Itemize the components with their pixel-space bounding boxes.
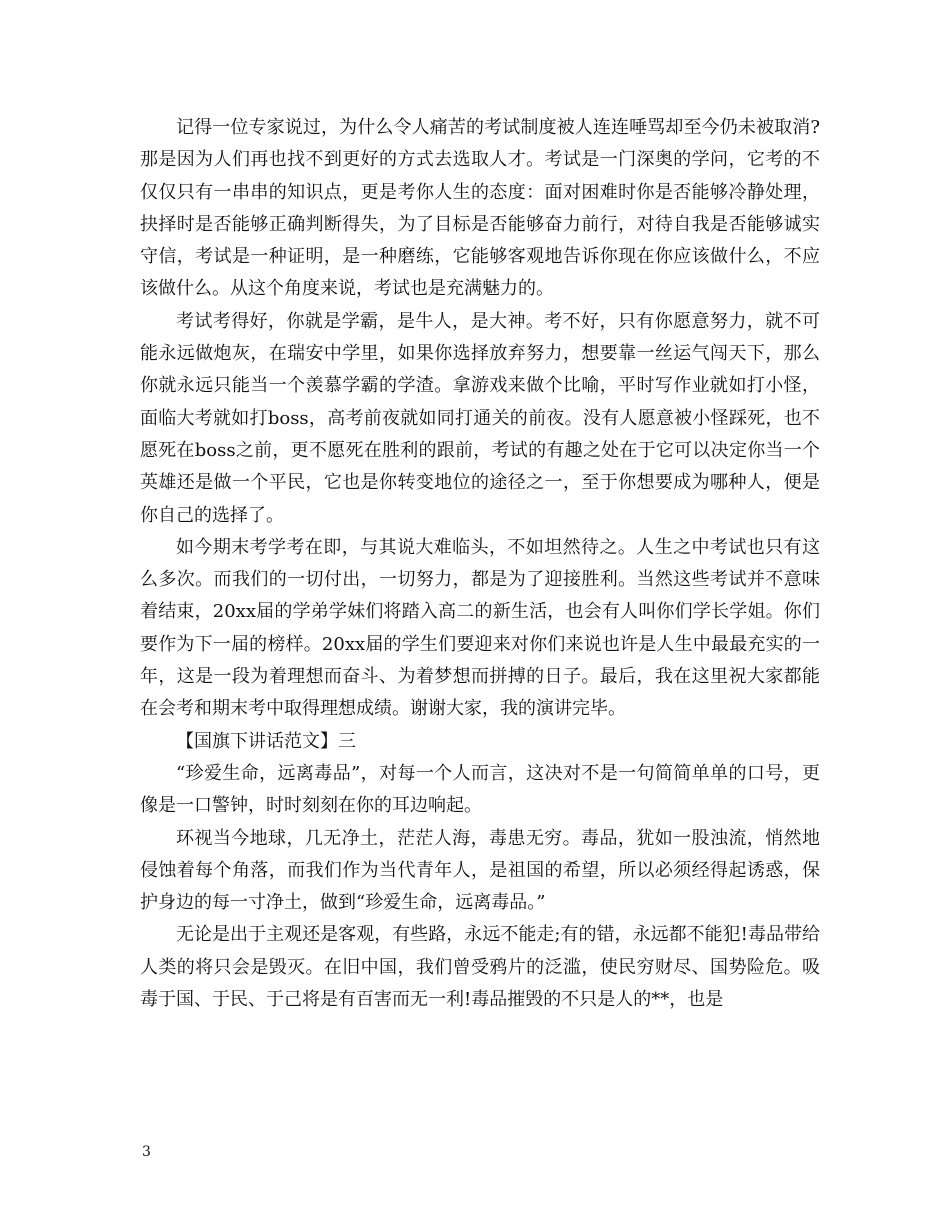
paragraph-drug-threat: 环视当今地球，几无净土，茫茫人海，毒患无穷。毒品，犹如一股浊流，悄然地侵蚀着每个角落，而我们作为当代青年人，是祖国的希望，所以必须经得起诱惑，保护身边的每一寸净土，做到“珍爱生命，远离毒品。” xyxy=(140,827,820,914)
page-number: 3 xyxy=(142,1144,151,1160)
paragraph-exam-opinion: 记得一位专家说过，为什么令人痛苦的考试制度被人连连唾骂却至今仍未被取消?那是因为人们再也找不到更好的方式去选取人才。考试是一门深奥的学问，它考的不仅仅只有一串串的知识点，更是考你人生的态度：面对困难时你是否能够冷静处理，抉择时是否能够正确判断得失，为了目标是否能够奋力前行，对待自我是否能够诚实守信，考试是一种证明，是一种磨练，它能够客观地告诉你现在你应该做什么，不应该做什么。从这个角度来说，考试也是充满魅力的。 xyxy=(140,117,820,300)
document-body xyxy=(140,112,820,1016)
paragraph-cherish-life: “珍爱生命，远离毒品”，对每一个人而言，这决对不是一句简简单单的口号，更像是一口警钟，时时刻刻在你的耳边响起。 xyxy=(140,762,820,817)
paragraph-exam-performance: 考试考得好，你就是学霸，是牛人，是大神。考不好，只有你愿意努力，就不可能永远做炮灰，在瑞安中学里，如果你选择放弃努力，想要靠一丝运气闯天下，那么你就永远只能当一个羡慕学霸的学渣。拿游戏来做个比喻，平时写作业就如打小怪，面临大考就如打boss，高考前夜就如同打通关的前夜。没有人愿意被小怪踩死，也不愿死在boss之前，更不愿死在胜利的跟前，考试的有趣之处在于它可以决定你当一个英雄还是做一个平民，它也是你转变地位的途径之一，至于你想要成为哪种人，便是你自己的选择了。 xyxy=(140,310,820,526)
section-heading: 【国旗下讲话范文】三 xyxy=(176,730,356,752)
paragraph-drug-harm: 无论是出于主观还是客观，有些路，永远不能走;有的错，永远都不能犯!毒品带给人类的将只会是毁灭。在旧中国，我们曾受鸦片的泛滥，使民穷财尽、国势险危。吸毒于国、于民、于己将是有百害而无一利!毒品摧毁的不只是人的**，也是 xyxy=(140,924,820,1011)
paragraph-final-exams: 如今期末考学考在即，与其说大难临头，不如坦然待之。人生之中考试也只有这么多次。而我们的一切付出，一切努力，都是为了迎接胜利。当然这些考试并不意味着结束，20xx届的学弟学妹们将踏入高二的新生活，也会有人叫你们学长学姐。你们要作为下一届的榜样。20xx届的学生们要迎来对你们来说也许是人生中最最充实的一年，这是一段为着理想而奋斗、为着梦想而拼搏的日子。最后，我在这里祝大家都能在会考和期末考中取得理想成绩。谢谢大家，我的演讲完毕。 xyxy=(140,536,820,720)
